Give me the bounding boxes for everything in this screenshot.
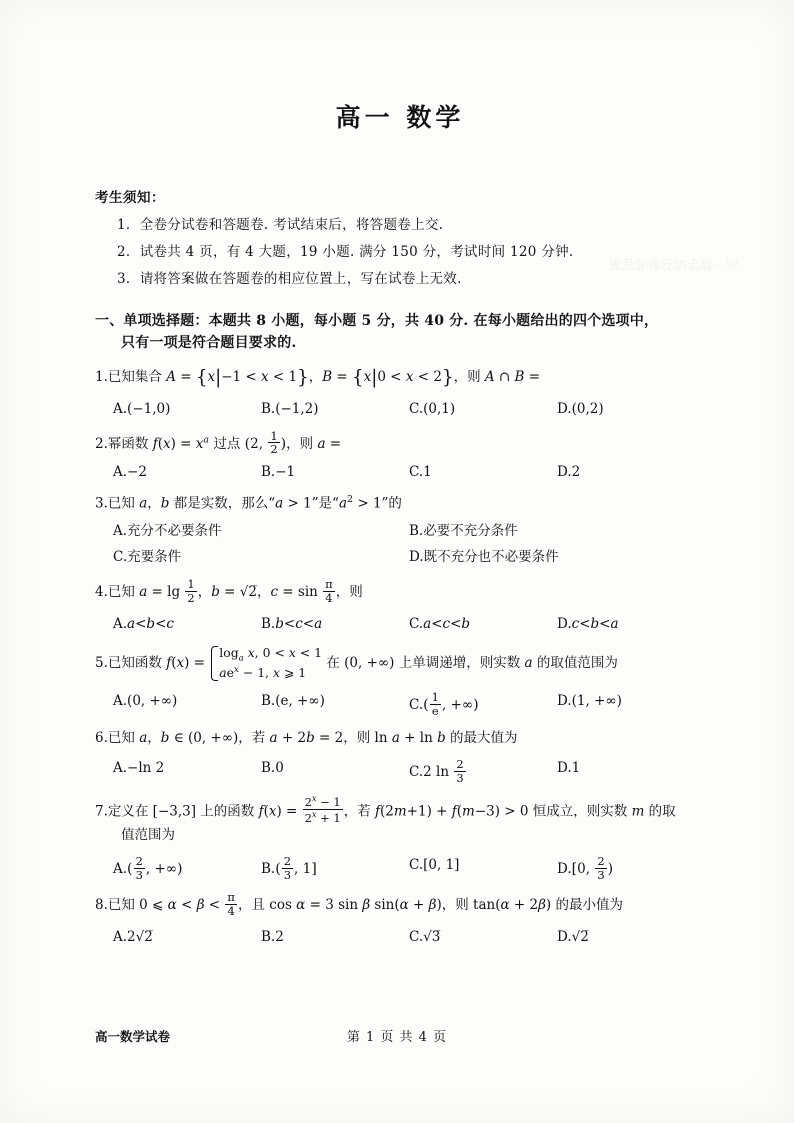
- question-6: [95, 728, 705, 785]
- notice-item: 2．试卷共 4 页，有 4 大题，19 小题. 满分 150 分，考试时间 120 分钟.: [117, 244, 574, 260]
- option-b[interactable]: B.2: [261, 929, 284, 946]
- option-c[interactable]: C.(0,1): [409, 400, 456, 417]
- option-d[interactable]: D.1: [557, 759, 581, 776]
- option-d[interactable]: D.既不充分也不必要条件: [409, 549, 559, 566]
- question-7-number: 7.: [95, 803, 108, 820]
- question-3-options-row2: [95, 547, 705, 568]
- question-3-options: [95, 521, 705, 542]
- page-title: 高一 数学: [335, 103, 465, 132]
- question-4-stem: 4.已知 a = lg $\frac{1}{2}$ ，b = √2̅，c = sin $\frac{\pi}{4}$ ，则: [95, 577, 363, 606]
- question-2-stem-prefix: 幂函数: [107, 435, 149, 452]
- question-7-options: [95, 855, 705, 882]
- option-c[interactable]: C.( $\frac{1}{e}$ , +∞): [409, 690, 479, 718]
- footer-left-label: 高一数学试卷: [95, 1029, 171, 1044]
- option-d[interactable]: D.(0,2): [557, 400, 604, 417]
- option-d[interactable]: D.c<b<a: [557, 616, 619, 633]
- option-d[interactable]: D.[0, $\frac{2}{3}$ ): [557, 853, 614, 882]
- question-1-stem-prefix: 已知集合: [107, 369, 162, 386]
- question-4-number: 4.: [95, 584, 108, 601]
- piecewise-definition: $\log_a x$, 0 < x < 1 $ae^x - 1$, x ⩾ 1: [209, 645, 322, 682]
- question-7-stem-cont: 值范围为: [121, 826, 175, 843]
- question-3-number: 3.: [95, 495, 108, 512]
- question-3-stem: 3.已知 a，b 都是实数，那么“a > 1”是“$a^2 > 1$”的: [95, 494, 402, 512]
- question-5: [95, 645, 705, 718]
- option-a[interactable]: A.充分不必要条件: [113, 522, 222, 539]
- option-d[interactable]: D.√2̅: [557, 929, 589, 946]
- option-c[interactable]: C.√3̅: [409, 929, 441, 946]
- notice-item: 1．全卷分试卷和答题卷. 考试结束后，将答题卷上交.: [117, 217, 444, 233]
- question-1: [95, 364, 705, 419]
- option-a[interactable]: A.−ln 2: [113, 759, 165, 776]
- section-heading-line1: 一、单项选择题：本题共 8 小题，每小题 5 分，共 40 分. 在每小题给出的四个选项中，: [95, 313, 659, 329]
- scan-ghost-text: 高一数学试卷参考答案: [608, 256, 739, 271]
- question-2-stem: 2.幂函数 $f(x) = x^a$ 过点 (2, $\frac{1}{2}$ )，则 a =: [95, 428, 342, 457]
- question-8: [95, 891, 705, 948]
- option-c[interactable]: C.充要条件: [113, 549, 182, 566]
- option-c[interactable]: C.1: [409, 464, 432, 481]
- question-8-number: 8.: [95, 897, 108, 914]
- question-4: [95, 578, 705, 635]
- question-6-stem: 6.已知 a，b ∈ (0, +∞)，若 a + 2b = 2，则 ln a + ln b 的最大值为: [95, 729, 518, 746]
- question-3: [95, 493, 705, 568]
- option-c[interactable]: C.2 ln $\frac{2}{3}$: [409, 756, 464, 785]
- question-4-options: [95, 614, 705, 635]
- question-5-stem: 5.已知函数 $f(x) = \log_a x$, 0 < x < 1 $ae^x - 1$, x ⩾ 1 在 (0, +∞) 上单调递增，则实数 a 的取值范围为: [95, 645, 618, 681]
- page-content: [95, 0, 705, 948]
- notice-heading: 考生须知：: [95, 190, 165, 206]
- question-8-options: [95, 927, 705, 948]
- question-1-stem: 1.已知集合 A = {x|−1 < x < 1}，B = {x|0 < x < 2}，则 A ∩ B =: [95, 367, 541, 389]
- question-1-number: 1.: [95, 369, 108, 386]
- option-a[interactable]: A.(0, +∞): [113, 693, 178, 710]
- section-heading-line2: 只有一项是符合题目要求的.: [121, 334, 297, 351]
- page-footer: [95, 1026, 699, 1045]
- option-d[interactable]: D.(1, +∞): [557, 693, 622, 710]
- section-heading: [95, 311, 705, 354]
- option-b[interactable]: B.b<c<a: [261, 616, 323, 633]
- option-b[interactable]: B.必要不充分条件: [409, 522, 518, 539]
- option-a[interactable]: A.−2: [113, 464, 147, 481]
- question-2-options: [95, 462, 705, 483]
- option-b[interactable]: B.( $\frac{2}{3}$ , 1]: [261, 853, 317, 882]
- question-2-number: 2.: [95, 435, 108, 452]
- option-b[interactable]: B.(e, +∞): [261, 693, 325, 710]
- footer-page-number: 第 1 页 共 4 页: [346, 1030, 448, 1045]
- option-a[interactable]: A.a<b<c: [113, 616, 174, 633]
- question-2: [95, 430, 705, 484]
- question-5-options: [95, 691, 705, 718]
- option-c[interactable]: C.[0, 1]: [409, 856, 460, 873]
- question-7-stem: 7.定义在 [−3,3] 上的函数 f(x) = $\frac{2^x - 1}{2^x + 1}$ ，若 f(2m+1) + f(m−3) > 0 恒成立，则实数 m 的取: [95, 794, 676, 825]
- option-c[interactable]: C.a<c<b: [409, 616, 471, 633]
- option-b[interactable]: B.−1: [261, 464, 296, 481]
- question-7: [95, 794, 705, 881]
- question-1-options: [95, 399, 705, 420]
- question-6-options: [95, 758, 705, 785]
- option-a[interactable]: A.( $\frac{2}{3}$ , +∞): [113, 853, 183, 882]
- notice-item: 3．请将答案做在答题卷的相应位置上，写在试卷上无效.: [117, 271, 462, 287]
- option-a[interactable]: A.2√2̅: [113, 929, 153, 946]
- option-d[interactable]: D.2: [557, 464, 581, 481]
- question-8-stem: 8.已知 0 ⩽ α < β < $\frac{\pi}{4}$ ，且 cos α = 3 sin β sin(α + β)，则 tan(α + 2β) 的最小值为: [95, 890, 623, 919]
- option-b[interactable]: B.0: [261, 759, 284, 776]
- question-6-number: 6.: [95, 729, 108, 746]
- option-b[interactable]: B.(−1,2): [261, 400, 319, 417]
- option-a[interactable]: A.(−1,0): [113, 400, 171, 417]
- question-5-number: 5.: [95, 655, 108, 672]
